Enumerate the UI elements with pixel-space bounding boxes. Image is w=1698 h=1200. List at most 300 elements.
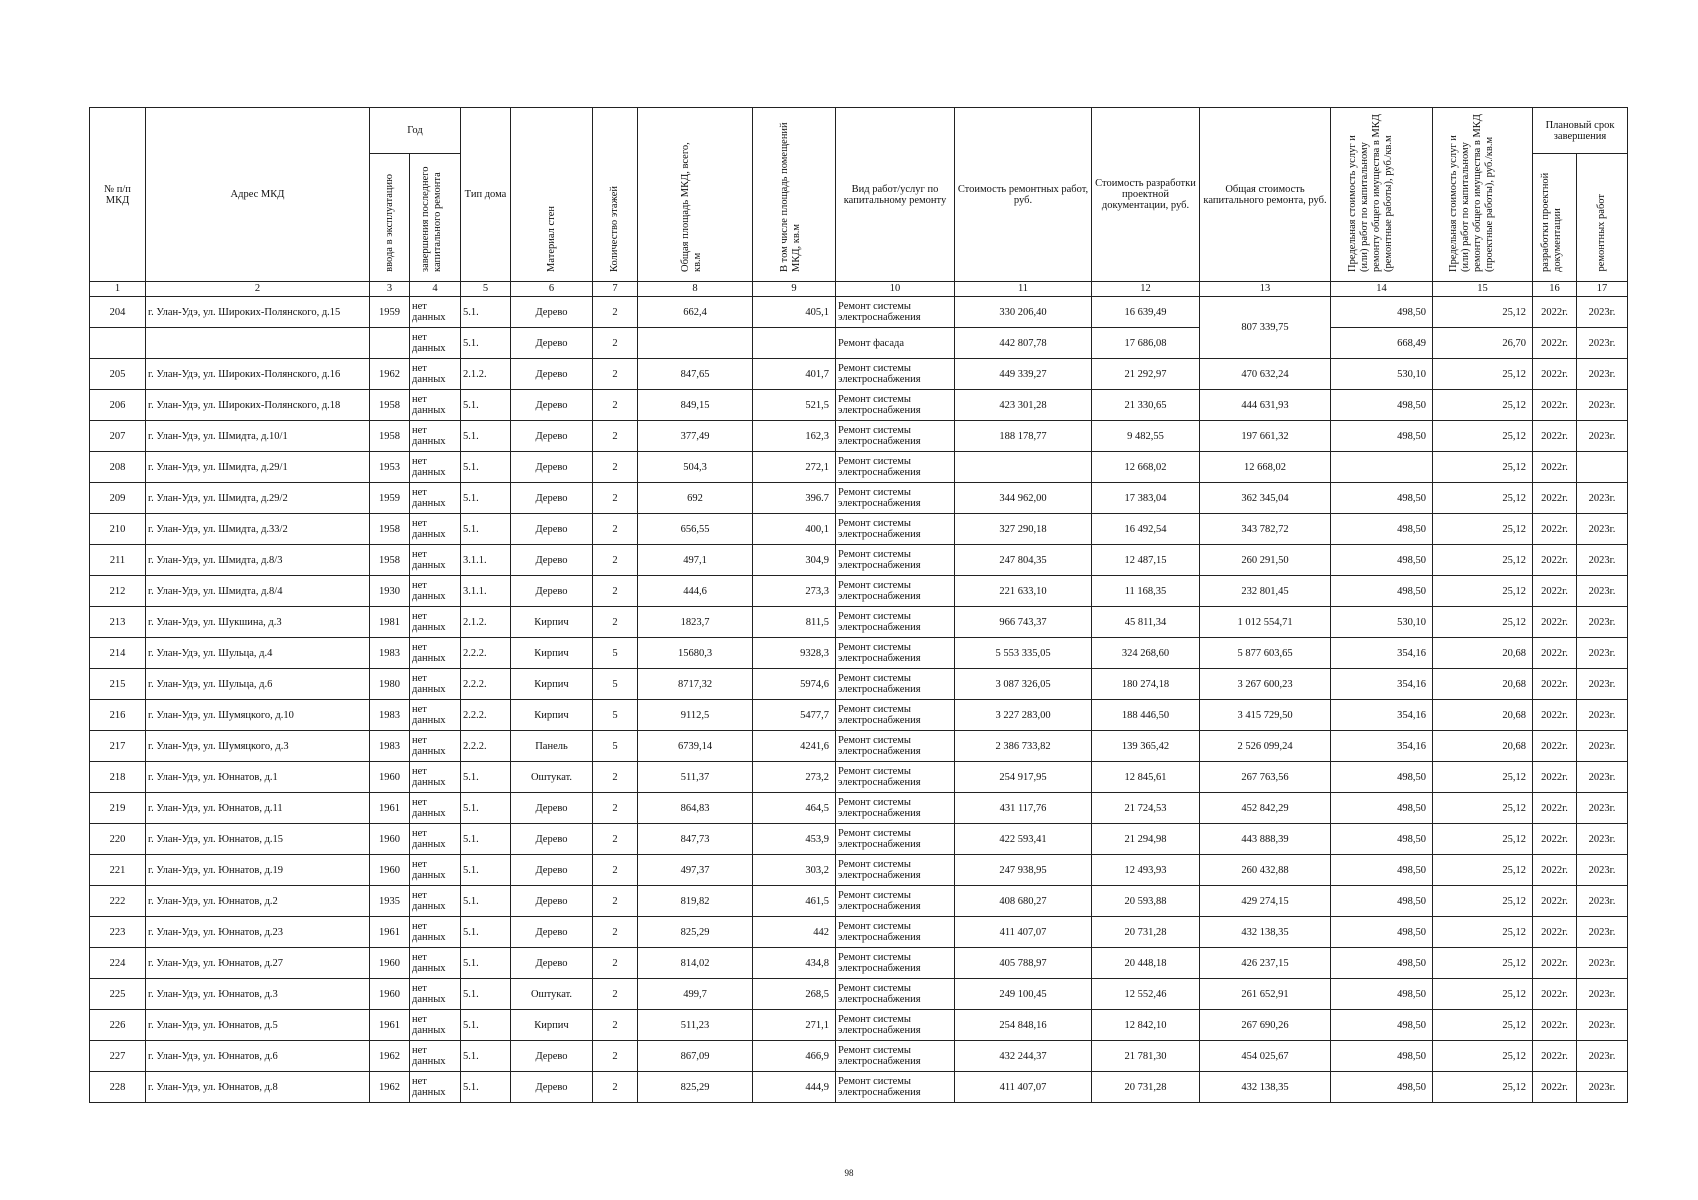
row-year-commission: 1958 (370, 514, 410, 545)
row-term-repair: 2023г. (1577, 793, 1628, 824)
table-row (90, 669, 1628, 700)
table-row (90, 793, 1628, 824)
table-row (90, 1041, 1628, 1072)
row-work-type: Ремонт системы электроснабжения (836, 1010, 955, 1041)
header-wall-material (511, 108, 593, 282)
row-number: 219 (90, 793, 146, 824)
row-year-last-repair: нет данных (410, 359, 461, 390)
row-number: 228 (90, 1072, 146, 1103)
row-work-type: Ремонт системы электроснабжения (836, 452, 955, 483)
row-year-commission: 1959 (370, 297, 410, 328)
row-house-type: 2.2.2. (461, 731, 511, 762)
row-year-commission: 1983 (370, 700, 410, 731)
row-term-repair (1577, 452, 1628, 483)
column-number-cell: 6 (511, 282, 593, 297)
row-address: г. Улан-Удэ, ул. Юннатов, д.23 (146, 917, 370, 948)
row-limit-design: 25,12 (1433, 483, 1533, 514)
row-limit-design: 25,12 (1433, 1041, 1533, 1072)
row-premises-area: 466,9 (753, 1041, 836, 1072)
row-term-design: 2022г. (1533, 824, 1577, 855)
row-limit-repair: 498,50 (1331, 948, 1433, 979)
row-work-type: Ремонт системы электроснабжения (836, 483, 955, 514)
table-row (90, 979, 1628, 1010)
row-design-cost: 21 294,98 (1092, 824, 1200, 855)
row-floors: 2 (593, 1041, 638, 1072)
row-year-commission: 1960 (370, 855, 410, 886)
row-year-commission: 1960 (370, 979, 410, 1010)
row-number: 213 (90, 607, 146, 638)
row-term-repair: 2023г. (1577, 638, 1628, 669)
row-address: г. Улан-Удэ, ул. Юннатов, д.2 (146, 886, 370, 917)
row-year-last-repair: нет данных (410, 948, 461, 979)
row-address: г. Улан-Удэ, ул. Шумяцкого, д.3 (146, 731, 370, 762)
row-floors: 2 (593, 886, 638, 917)
row-limit-repair: 354,16 (1331, 700, 1433, 731)
table-row (90, 638, 1628, 669)
table-row (90, 1010, 1628, 1041)
column-number-cell: 14 (1331, 282, 1433, 297)
row-number: 221 (90, 855, 146, 886)
row-year-commission: 1935 (370, 886, 410, 917)
row-limit-design: 25,12 (1433, 545, 1533, 576)
row-limit-design: 25,12 (1433, 793, 1533, 824)
column-number-cell: 10 (836, 282, 955, 297)
row-limit-repair: 498,50 (1331, 1010, 1433, 1041)
row-wall-material: Дерево (511, 824, 593, 855)
column-number-cell: 2 (146, 282, 370, 297)
row-design-cost: 16 492,54 (1092, 514, 1200, 545)
row-floors: 2 (593, 1072, 638, 1103)
row-term-design: 2022г. (1533, 886, 1577, 917)
header-year: Год (370, 108, 461, 154)
row-wall-material: Дерево (511, 452, 593, 483)
row-wall-material: Оштукат. (511, 762, 593, 793)
row-term-design: 2022г. (1533, 1072, 1577, 1103)
row-house-type: 5.1. (461, 328, 511, 359)
row-repair-cost: 411 407,07 (955, 1072, 1092, 1103)
row-term-repair: 2023г. (1577, 669, 1628, 700)
row-design-cost: 12 552,46 (1092, 979, 1200, 1010)
row-repair-cost: 5 553 335,05 (955, 638, 1092, 669)
header-house-type: Тип дома (461, 108, 511, 282)
row-limit-design: 25,12 (1433, 824, 1533, 855)
row-repair-cost: 431 117,76 (955, 793, 1092, 824)
table-row (90, 483, 1628, 514)
row-year-commission: 1962 (370, 359, 410, 390)
row-year-commission: 1930 (370, 576, 410, 607)
header-work-type: Вид работ/услуг по капитальному ремонту (836, 108, 955, 282)
row-year-last-repair: нет данных (410, 1072, 461, 1103)
row-year-last-repair: нет данных (410, 793, 461, 824)
capital-repair-table (89, 107, 1628, 1103)
row-wall-material: Дерево (511, 390, 593, 421)
row-year-last-repair: нет данных (410, 979, 461, 1010)
row-work-type: Ремонт системы электроснабжения (836, 607, 955, 638)
row-floors: 2 (593, 545, 638, 576)
row-floors: 5 (593, 669, 638, 700)
row-year-commission: 1981 (370, 607, 410, 638)
table-row (90, 886, 1628, 917)
row-address: г. Улан-Удэ, ул. Юннатов, д.27 (146, 948, 370, 979)
row-limit-design: 25,12 (1433, 979, 1533, 1010)
row-limit-design: 25,12 (1433, 452, 1533, 483)
row-repair-cost: 423 301,28 (955, 390, 1092, 421)
row-year-last-repair: нет данных (410, 576, 461, 607)
row-year-last-repair: нет данных (410, 886, 461, 917)
header-address: Адрес МКД (146, 108, 370, 282)
row-premises-area: 401,7 (753, 359, 836, 390)
row-house-type: 5.1. (461, 1010, 511, 1041)
row-limit-repair: 498,50 (1331, 421, 1433, 452)
row-total-area: 1823,7 (638, 607, 753, 638)
row-premises-area: 271,1 (753, 1010, 836, 1041)
row-repair-cost: 3 227 283,00 (955, 700, 1092, 731)
row-year-commission: 1962 (370, 1041, 410, 1072)
row-design-cost: 12 842,10 (1092, 1010, 1200, 1041)
header-premises-area (753, 108, 836, 282)
row-house-type: 5.1. (461, 452, 511, 483)
row-limit-design: 25,12 (1433, 297, 1533, 328)
row-total-cost: 267 763,56 (1200, 762, 1331, 793)
row-address: г. Улан-Удэ, ул. Шмидта, д.8/4 (146, 576, 370, 607)
column-number-cell: 1 (90, 282, 146, 297)
row-total-cost: 470 632,24 (1200, 359, 1331, 390)
row-limit-repair (1331, 452, 1433, 483)
row-total-area: 444,6 (638, 576, 753, 607)
table-row (90, 855, 1628, 886)
row-total-area: 867,09 (638, 1041, 753, 1072)
row-premises-area: 453,9 (753, 824, 836, 855)
row-floors: 2 (593, 793, 638, 824)
row-premises-area: 268,5 (753, 979, 836, 1010)
row-year-commission: 1960 (370, 824, 410, 855)
row-term-design: 2022г. (1533, 576, 1577, 607)
row-house-type: 5.1. (461, 793, 511, 824)
row-floors: 2 (593, 483, 638, 514)
table-row (90, 452, 1628, 483)
row-number: 205 (90, 359, 146, 390)
header-premises-area-text: В том числе площадь помещений МКД, кв.м (779, 122, 802, 272)
row-term-repair: 2023г. (1577, 514, 1628, 545)
row-term-design: 2022г. (1533, 669, 1577, 700)
row-address: г. Улан-Удэ, ул. Шмидта, д.33/2 (146, 514, 370, 545)
row-repair-cost: 247 938,95 (955, 855, 1092, 886)
row-total-cost: 5 877 603,65 (1200, 638, 1331, 669)
row-number: 214 (90, 638, 146, 669)
row-limit-repair: 498,50 (1331, 576, 1433, 607)
table-row (90, 731, 1628, 762)
row-work-type: Ремонт системы электроснабжения (836, 855, 955, 886)
row-design-cost: 188 446,50 (1092, 700, 1200, 731)
row-total-area: 8717,32 (638, 669, 753, 700)
row-total-cost: 260 291,50 (1200, 545, 1331, 576)
row-total-cost: 444 631,93 (1200, 390, 1331, 421)
row-term-repair: 2023г. (1577, 1041, 1628, 1072)
row-premises-area: 442 (753, 917, 836, 948)
row-wall-material: Кирпич (511, 607, 593, 638)
row-design-cost: 12 668,02 (1092, 452, 1200, 483)
row-house-type: 3.1.1. (461, 576, 511, 607)
row-year-last-repair: нет данных (410, 328, 461, 359)
row-work-type: Ремонт системы электроснабжения (836, 514, 955, 545)
row-limit-repair: 498,50 (1331, 979, 1433, 1010)
row-number: 223 (90, 917, 146, 948)
row-address: г. Улан-Удэ, ул. Широких-Полянского, д.18 (146, 390, 370, 421)
column-number-row (90, 282, 1628, 297)
row-wall-material: Кирпич (511, 638, 593, 669)
row-house-type: 2.1.2. (461, 607, 511, 638)
header-year-last-repair-text: завершения последнего капитального ремонта (420, 166, 443, 272)
row-total-cost: 3 267 600,23 (1200, 669, 1331, 700)
row-limit-repair: 668,49 (1331, 328, 1433, 359)
row-term-design: 2022г. (1533, 607, 1577, 638)
row-limit-repair: 498,50 (1331, 762, 1433, 793)
row-limit-design: 25,12 (1433, 948, 1533, 979)
row-total-area: 15680,3 (638, 638, 753, 669)
row-house-type: 5.1. (461, 297, 511, 328)
header-term-design (1533, 154, 1577, 282)
row-house-type: 5.1. (461, 514, 511, 545)
row-year-last-repair: нет данных (410, 855, 461, 886)
row-design-cost: 21 781,30 (1092, 1041, 1200, 1072)
row-year-last-repair: нет данных (410, 731, 461, 762)
row-work-type: Ремонт системы электроснабжения (836, 545, 955, 576)
row-premises-area: 273,3 (753, 576, 836, 607)
row-term-repair: 2023г. (1577, 483, 1628, 514)
row-term-design: 2022г. (1533, 483, 1577, 514)
row-address: г. Улан-Удэ, ул. Шмидта, д.10/1 (146, 421, 370, 452)
row-work-type: Ремонт системы электроснабжения (836, 576, 955, 607)
row-term-design: 2022г. (1533, 514, 1577, 545)
row-term-design: 2022г. (1533, 979, 1577, 1010)
row-total-cost: 454 025,67 (1200, 1041, 1331, 1072)
row-total-area: 497,37 (638, 855, 753, 886)
row-limit-design: 25,12 (1433, 607, 1533, 638)
row-total-area: 6739,14 (638, 731, 753, 762)
row-premises-area: 304,9 (753, 545, 836, 576)
row-repair-cost: 408 680,27 (955, 886, 1092, 917)
header-total-cost: Общая стоимость капитального ремонта, руб. (1200, 108, 1331, 282)
row-year-last-repair: нет данных (410, 917, 461, 948)
row-work-type: Ремонт системы электроснабжения (836, 948, 955, 979)
row-floors: 2 (593, 948, 638, 979)
header-floors-text: Количество этажей (609, 186, 620, 272)
row-premises-area: 521,5 (753, 390, 836, 421)
header-year-last-repair (410, 154, 461, 282)
row-year-commission: 1983 (370, 638, 410, 669)
row-limit-design: 25,12 (1433, 421, 1533, 452)
row-address: г. Улан-Удэ, ул. Шмидта, д.29/1 (146, 452, 370, 483)
header-term-repair (1577, 154, 1628, 282)
row-limit-design: 25,12 (1433, 1072, 1533, 1103)
column-number-cell: 7 (593, 282, 638, 297)
row-number: 206 (90, 390, 146, 421)
row-year-last-repair: нет данных (410, 824, 461, 855)
row-total-cost: 362 345,04 (1200, 483, 1331, 514)
row-number: 207 (90, 421, 146, 452)
row-term-repair: 2023г. (1577, 1010, 1628, 1041)
row-total-area: 9112,5 (638, 700, 753, 731)
row-year-commission: 1962 (370, 1072, 410, 1103)
row-wall-material: Дерево (511, 1041, 593, 1072)
row-year-last-repair: нет данных (410, 762, 461, 793)
row-wall-material: Дерево (511, 359, 593, 390)
row-total-area: 377,49 (638, 421, 753, 452)
row-wall-material: Оштукат. (511, 979, 593, 1010)
row-premises-area: 464,5 (753, 793, 836, 824)
table-row (90, 824, 1628, 855)
row-limit-repair: 498,50 (1331, 514, 1433, 545)
row-repair-cost: 2 386 733,82 (955, 731, 1092, 762)
row-total-area: 849,15 (638, 390, 753, 421)
header-design-cost: Стоимость разработки проектной документации, руб. (1092, 108, 1200, 282)
row-number: 218 (90, 762, 146, 793)
row-wall-material: Дерево (511, 1072, 593, 1103)
table-row (90, 700, 1628, 731)
row-total-area: 499,7 (638, 979, 753, 1010)
row-floors: 2 (593, 824, 638, 855)
row-floors: 5 (593, 638, 638, 669)
row-term-repair: 2023г. (1577, 328, 1628, 359)
row-work-type: Ремонт системы электроснабжения (836, 359, 955, 390)
row-address: г. Улан-Удэ, ул. Юннатов, д.19 (146, 855, 370, 886)
row-address: г. Улан-Удэ, ул. Юннатов, д.1 (146, 762, 370, 793)
row-term-repair: 2023г. (1577, 390, 1628, 421)
header-wall-material-text: Материал стен (545, 206, 557, 272)
row-number: 212 (90, 576, 146, 607)
row-total-area: 847,65 (638, 359, 753, 390)
row-house-type: 5.1. (461, 390, 511, 421)
row-wall-material: Дерево (511, 328, 593, 359)
row-total-cost: 260 432,88 (1200, 855, 1331, 886)
row-house-type: 5.1. (461, 855, 511, 886)
row-number (90, 328, 146, 359)
row-year-last-repair: нет данных (410, 297, 461, 328)
row-house-type: 5.1. (461, 917, 511, 948)
row-limit-repair: 498,50 (1331, 1072, 1433, 1103)
row-work-type: Ремонт системы электроснабжения (836, 793, 955, 824)
row-limit-design: 25,12 (1433, 917, 1533, 948)
row-wall-material: Кирпич (511, 1010, 593, 1041)
row-address (146, 328, 370, 359)
row-wall-material: Дерево (511, 793, 593, 824)
row-floors: 2 (593, 762, 638, 793)
row-work-type: Ремонт системы электроснабжения (836, 762, 955, 793)
row-total-cost: 3 415 729,50 (1200, 700, 1331, 731)
row-design-cost: 180 274,18 (1092, 669, 1200, 700)
row-total-area (638, 328, 753, 359)
row-total-area: 825,29 (638, 1072, 753, 1103)
row-repair-cost: 254 848,16 (955, 1010, 1092, 1041)
column-number-cell: 5 (461, 282, 511, 297)
row-year-commission: 1958 (370, 421, 410, 452)
row-premises-area: 273,2 (753, 762, 836, 793)
row-repair-cost: 3 087 326,05 (955, 669, 1092, 700)
row-total-cost: 1 012 554,71 (1200, 607, 1331, 638)
row-design-cost: 11 168,35 (1092, 576, 1200, 607)
row-year-commission: 1958 (370, 390, 410, 421)
row-limit-design: 20,68 (1433, 638, 1533, 669)
row-work-type: Ремонт системы электроснабжения (836, 421, 955, 452)
table-row (90, 917, 1628, 948)
row-floors: 5 (593, 731, 638, 762)
column-number-cell: 8 (638, 282, 753, 297)
header-floors (593, 108, 638, 282)
row-total-cost: 443 888,39 (1200, 824, 1331, 855)
row-limit-design: 20,68 (1433, 700, 1533, 731)
row-total-area: 504,3 (638, 452, 753, 483)
row-premises-area: 811,5 (753, 607, 836, 638)
row-design-cost: 17 686,08 (1092, 328, 1200, 359)
row-work-type: Ремонт системы электроснабжения (836, 979, 955, 1010)
row-repair-cost: 966 743,37 (955, 607, 1092, 638)
row-term-repair: 2023г. (1577, 700, 1628, 731)
row-premises-area: 162,3 (753, 421, 836, 452)
row-design-cost: 139 365,42 (1092, 731, 1200, 762)
row-floors: 5 (593, 700, 638, 731)
row-year-commission: 1958 (370, 545, 410, 576)
row-address: г. Улан-Удэ, ул. Юннатов, д.3 (146, 979, 370, 1010)
row-house-type: 5.1. (461, 421, 511, 452)
row-term-repair: 2023г. (1577, 948, 1628, 979)
row-wall-material: Дерево (511, 421, 593, 452)
row-address: г. Улан-Удэ, ул. Шумяцкого, д.10 (146, 700, 370, 731)
row-house-type: 5.1. (461, 979, 511, 1010)
row-repair-cost: 247 804,35 (955, 545, 1092, 576)
row-term-repair: 2023г. (1577, 545, 1628, 576)
row-address: г. Улан-Удэ, ул. Юннатов, д.15 (146, 824, 370, 855)
row-limit-repair: 498,50 (1331, 1041, 1433, 1072)
row-number: 215 (90, 669, 146, 700)
row-total-area: 656,55 (638, 514, 753, 545)
row-wall-material: Дерево (511, 948, 593, 979)
row-term-design: 2022г. (1533, 1041, 1577, 1072)
row-year-last-repair: нет данных (410, 607, 461, 638)
row-address: г. Улан-Удэ, ул. Широких-Полянского, д.15 (146, 297, 370, 328)
header-total-area-text: Общая площадь МКД, всего, кв.м (680, 142, 703, 272)
row-term-repair: 2023г. (1577, 762, 1628, 793)
row-house-type: 5.1. (461, 762, 511, 793)
row-total-cost: 2 526 099,24 (1200, 731, 1331, 762)
row-design-cost: 21 330,65 (1092, 390, 1200, 421)
table-row (90, 328, 1628, 359)
row-address: г. Улан-Удэ, ул. Юннатов, д.6 (146, 1041, 370, 1072)
row-limit-repair: 354,16 (1331, 638, 1433, 669)
row-limit-repair: 530,10 (1331, 359, 1433, 390)
row-limit-repair: 498,50 (1331, 917, 1433, 948)
row-year-commission: 1960 (370, 762, 410, 793)
row-year-commission: 1961 (370, 917, 410, 948)
row-term-repair: 2023г. (1577, 979, 1628, 1010)
table-row (90, 607, 1628, 638)
column-number-cell: 3 (370, 282, 410, 297)
row-premises-area (753, 328, 836, 359)
header-term-repair-text: ремонтных работ (1596, 194, 1607, 272)
row-term-repair: 2023г. (1577, 731, 1628, 762)
row-year-last-repair: нет данных (410, 1010, 461, 1041)
row-work-type: Ремонт системы электроснабжения (836, 824, 955, 855)
row-year-commission (370, 328, 410, 359)
row-total-cost: 261 652,91 (1200, 979, 1331, 1010)
row-repair-cost: 254 917,95 (955, 762, 1092, 793)
row-work-type: Ремонт системы электроснабжения (836, 1041, 955, 1072)
row-number: 220 (90, 824, 146, 855)
row-design-cost: 17 383,04 (1092, 483, 1200, 514)
row-repair-cost: 442 807,78 (955, 328, 1092, 359)
row-total-cost: 426 237,15 (1200, 948, 1331, 979)
row-premises-area: 396.7 (753, 483, 836, 514)
row-house-type: 5.1. (461, 1072, 511, 1103)
